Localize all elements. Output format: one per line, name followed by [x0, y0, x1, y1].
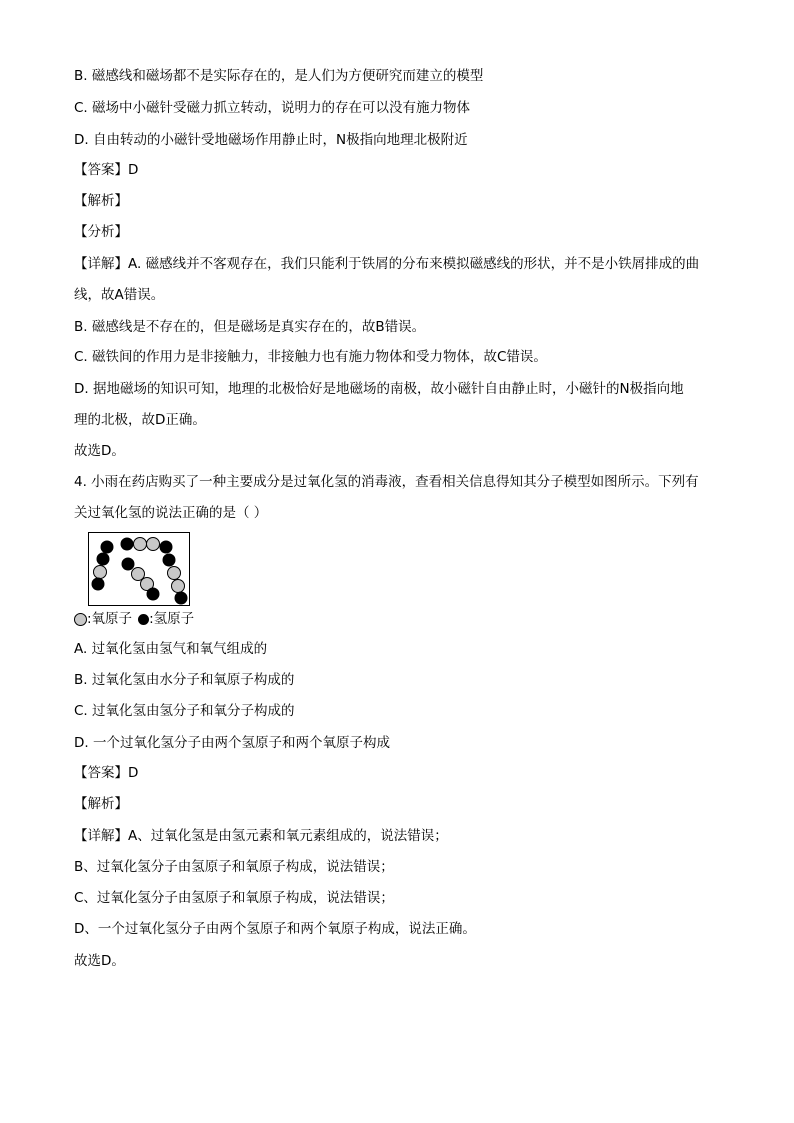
q3-conclusion: 故选D。	[74, 443, 125, 459]
q4-analysis-header: 【解析】	[74, 796, 128, 812]
q4-option-c: C. 过氧化氢由氢分子和氧分子构成的	[74, 703, 295, 719]
hydrogen-atom	[175, 592, 187, 604]
hydrogen-atom	[101, 541, 113, 553]
hydrogen-atom	[160, 541, 172, 553]
oxygen-atom	[168, 567, 181, 580]
hydrogen-atom	[92, 578, 104, 590]
q3-option-d: D. 自由转动的小磁针受地磁场作用静止时，N极指向地理北极附近	[74, 132, 468, 148]
oxygen-atom	[134, 538, 147, 551]
q3-detail-d1: D. 据地磁场的知识可知，地理的北极恰好是地磁场的南极，故小磁针自由静止时，小磁针的N极指向地	[74, 381, 684, 397]
q4-option-b: B. 过氧化氢由水分子和氧原子构成的	[74, 672, 295, 688]
q3-fenxi-header: 【分析】	[74, 224, 128, 240]
q3-detail-line2: 线，故A错误。	[74, 287, 165, 303]
molecule-left	[92, 541, 113, 590]
molecule-middle	[122, 558, 159, 600]
q3-option-b: B. 磁感线和磁场都不是实际存在的，是人们为方便研究而建立的模型	[74, 68, 484, 84]
q3-detail-line1: 【详解】A. 磁感线并不客观存在，我们只能利于铁屑的分布来模拟磁感线的形状，并不是小铁屑排成的曲	[74, 256, 700, 272]
oxygen-atom	[94, 566, 107, 579]
oxygen-atom	[147, 538, 160, 551]
q4-stem-line1: 4. 小雨在药店购买了一种主要成分是过氧化氢的消毒液，查看相关信息得知其分子模型如图所示。下列有	[74, 474, 699, 490]
atom-legend	[74, 610, 194, 628]
oxygen-atom	[132, 568, 145, 581]
q3-option-c: C. 磁场中小磁针受磁力抓立转动，说明力的存在可以没有施力物体	[74, 100, 471, 116]
hydrogen-legend-label: :氢原子	[149, 611, 195, 627]
q4-detail-c: C、过氧化氢分子由氢原子和氧原子构成，说法错误；	[74, 890, 394, 906]
q4-conclusion: 故选D。	[74, 953, 125, 969]
hydrogen-legend-icon	[138, 614, 149, 625]
q4-detail-d: D、一个过氧化氢分子由两个氢原子和两个氧原子构成，说法正确。	[74, 921, 476, 937]
molecule-top	[121, 538, 172, 554]
q3-analysis-header: 【解析】	[74, 193, 128, 209]
hydrogen-atom	[147, 588, 159, 600]
q4-option-d: D. 一个过氧化氢分子由两个氢原子和两个氧原子构成	[74, 735, 390, 751]
q3-detail-b: B. 磁感线是不存在的，但是磁场是真实存在的，故B错误。	[74, 319, 426, 335]
oxygen-legend-icon	[74, 613, 87, 626]
q4-option-a: A. 过氧化氢由氢气和氧气组成的	[74, 641, 268, 657]
q4-detail-b: B、过氧化氢分子由氢原子和氧原子构成，说法错误；	[74, 859, 394, 875]
q4-detail-a: 【详解】A、过氧化氢是由氢元素和氧元素组成的，说法错误；	[74, 828, 448, 844]
molecule-right	[163, 554, 187, 604]
oxygen-legend-label: :氧原子	[87, 611, 133, 627]
q3-detail-c: C. 磁铁间的作用力是非接触力，非接触力也有施力物体和受力物体，故C错误。	[74, 349, 547, 365]
hydrogen-atom	[163, 554, 175, 566]
molecule-model-figure	[88, 532, 190, 606]
q4-answer: 【答案】D	[74, 765, 139, 781]
hydrogen-atom	[121, 538, 133, 550]
q3-answer: 【答案】D	[74, 162, 139, 178]
hydrogen-atom	[97, 553, 109, 565]
oxygen-atom	[172, 580, 185, 593]
hydrogen-atom	[122, 558, 134, 570]
molecule-model-svg	[89, 533, 189, 605]
q4-stem-line2: 关过氧化氢的说法正确的是（ ）	[74, 505, 268, 521]
q3-detail-d2: 理的北极，故D正确。	[74, 412, 206, 428]
